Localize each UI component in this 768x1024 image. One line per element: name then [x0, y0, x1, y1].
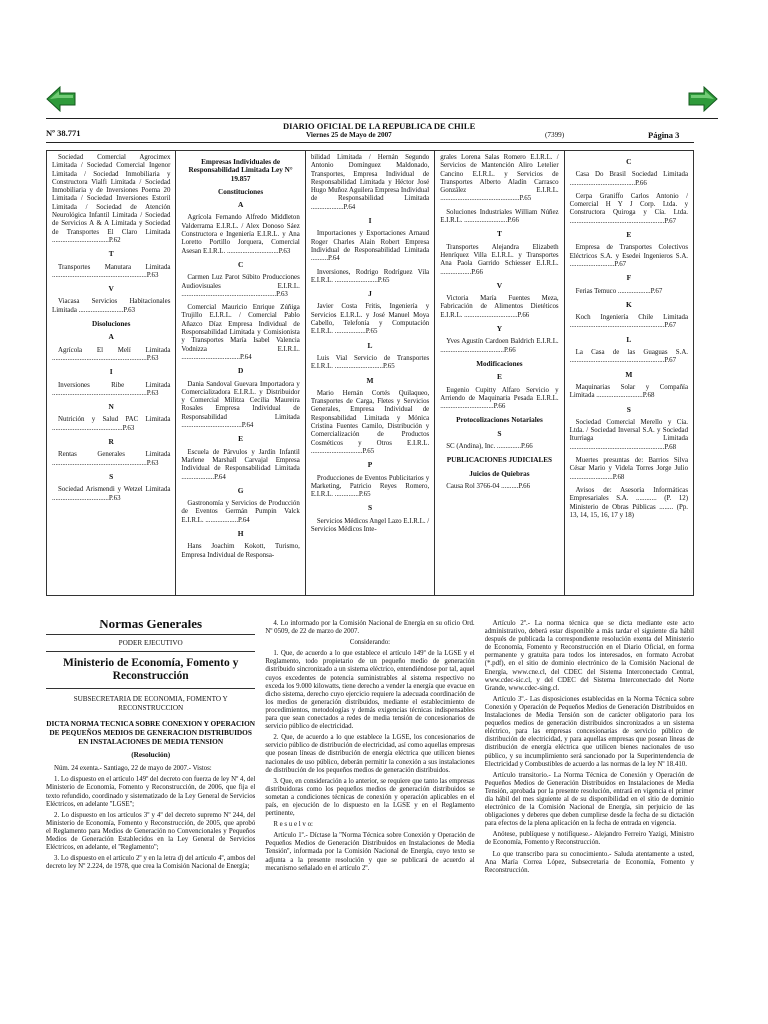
- index-entry: Hans Joachim Kokott, Turismo, Empresa Individual de Responsa-: [181, 543, 300, 559]
- index-letter: M: [625, 369, 633, 379]
- index-letter: I: [109, 367, 113, 377]
- index-entry: Koch Ingeniería Chile Limitada .......................................................P.67: [569, 314, 689, 330]
- paragraph: Artículo 1º.- Díctase la ''Norma Técnica sobre Conexión y Operación de Pequeños Medios de Generación Distribuidos en Instalaciones de Media Tensión'', informada por la Comisión Nacional de Energía, cuyo texto se adjunta a la presente resolución y que se publicará de acuerdo al mecanismo señalado en el artículo 2º.: [265, 832, 475, 872]
- index-column-1: [47, 151, 176, 595]
- index-entry: Empresa de Transportes Colectivos Eléctricos S.A. y Esedei Ingenieros S.A. ..........................P.67: [569, 244, 689, 268]
- index-entry: Avisos de: Asesoría Informáticas Empresariales S.A. ............ (P. 12) Ministerio de Obras Públicas ........ (Pp. 13, 14, 15, 16, 17 y 18): [569, 486, 689, 519]
- index-entry: Mario Hernán Cortés Quilaqueo, Transportes de Carga, Fletes y Servicios Generales, Empresa Individual de Responsabilidad Limitada y Mónica Cristina Fuentes Camilo, Distribución y Comercialización de Productos Cosméticos y Otros E.I.R.L. ..............................P.65: [310, 389, 430, 455]
- index-letter: R: [108, 437, 114, 447]
- index-entry: Sociedad Arismendi y Wetzel Limitada .................................P.63: [52, 486, 171, 502]
- subsecretaria-title: SUBSECRETARIA DE ECONOMIA, FOMENTO Y RECONSTRUCCION: [73, 695, 228, 713]
- index-column-4: [435, 151, 564, 595]
- branch-label: PODER EJECUTIVO: [118, 639, 183, 648]
- index-column-5: [565, 151, 693, 595]
- prev-page-button[interactable]: [46, 86, 76, 112]
- index-table: [46, 150, 694, 596]
- index-letter: L: [367, 340, 373, 350]
- paragraph: 1. Lo dispuesto en el artículo 149º del decreto con fuerza de ley Nº 4, del Ministerio de Economía, Fomento y Reconstrucción, de 2006, que fija el texto refundido, coordinado y sistematizado de la Ley General de Servicios Eléctricos, en adelante ''LGSE'';: [46, 776, 256, 808]
- issue-date: Viernes 25 de Mayo de 2007: [306, 131, 392, 139]
- paragraph: R e s u e l v o:: [273, 821, 313, 829]
- index-entry: Rentas Generales Limitada .......................................................P.63: [52, 451, 171, 467]
- paragraph: 3. Que, en consideración a lo anterior, se requiere que tanto las empresas distribuidoras como los pequeños medios de generación distribuidos se sometan a condiciones técnicas de conexión y operación aplicables en el país, en ejecución de lo dispuesto en la LGSE y en el Reglamento pertinente,: [265, 777, 475, 818]
- issue-number: Nº 38.771: [46, 128, 81, 138]
- index-letter: S: [497, 428, 502, 438]
- body-column-3: [485, 620, 694, 1010]
- index-entry: Maquinarias Solar y Compañía Limitada ...........................P.68: [569, 383, 689, 400]
- paragraph: 1. Que, de acuerdo a lo que establece el artículo 149º de la LGSE y el Reglamento, todo propietario de un pequeño medio de generación distribuido sincronizado a un sistema eléctrico, entendiéndose por tal, aquel cuyos excedentes de potencia suministrables al sistema respectivo no exceda los 9.000 kilowatts, tiene derecho a vender la energía que evacue en dicho sistema, derecho cuyo ejercicio requiere la adecuada coordinación de los medios de generación distribuidos, mediante el establecimiento de procedimientos, metodologías y demás exigencias técnicas indispensables para que sean conectados a redes de media tensión de concesionarios de servicio público de electricidad.: [265, 650, 475, 731]
- index-entry: SC (Andina), Inc. ..............P.66: [446, 443, 533, 451]
- index-entry: Comercial Mauricio Enrique Zúñiga Trujillo E.I.R.L. / Comercial Pablo Añazco Díaz Empresa Individual de Responsabilidad Limitada y Comisionista y Transportes María Isabel Valencia Vodnizza E.I.R.L. ..................................P.64: [181, 304, 300, 361]
- index-entry: Inversiones Ribe Limitada .......................................................P.63: [52, 381, 171, 397]
- index-letter: A: [237, 200, 244, 210]
- index-column-3: [306, 151, 435, 595]
- section-title: Normas Generales: [99, 620, 203, 631]
- index-letter: A: [108, 332, 114, 342]
- index-entry: Javier Costa Fritis, Ingeniería y Servicios E.I.R.L. y José Manuel Moya Cabello, Telefonía y Computación E.I.R.L. ..................P.65: [310, 303, 430, 336]
- paragraph: 3. Lo dispuesto en el artículo 2º y en la letra d) del artículo 4º, ambos del decreto ley Nº 2.224, de 1978, que crea la Comisión Nacional de Energía;: [46, 855, 256, 871]
- index-letter: V: [108, 284, 114, 294]
- index-entry: bilidad Limitada / Hernán Segundo Antonio Domínguez Maldonado, Transportes, Empresa Individual de Responsabilidad Limitada y Héctor José Hugo Muñoz Aguilera Empresa Individual de Responsabilidad Limitada ...................P.64: [310, 154, 430, 211]
- index-letter: I: [368, 216, 372, 226]
- index-entry: Viacasa Servicios Habitacionales Limitada ..........................P.63: [52, 298, 171, 314]
- header-rule-bottom: [46, 142, 694, 143]
- index-letter: S: [109, 471, 114, 481]
- index-letter: K: [625, 299, 632, 309]
- index-letter: D: [237, 366, 244, 376]
- index-entry: Agrícola Fernando Alfredo Middleton Valderrama E.I.R.L. / Alex Donoso Sáez Constructora e Ingeniería E.I.R.L. y Ana Loretto Portillo Jorquera, Comercial Asesan E.I.R.L. ..............................P.63: [181, 214, 300, 255]
- index-letter: G: [237, 485, 244, 495]
- index-entry: Agrícola El Melí Limitada .......................................................P.63: [52, 346, 171, 362]
- index-entry: Soluciones Industriales William Núñez E.I.R.L. .........................P.66: [440, 208, 559, 225]
- paragraph: 2. Que, de acuerdo a lo que establece la LGSE, los concesionarios de servicio público de distribución de electricidad, así como aquellas empresas que posean líneas de distribución de energía eléctrica que utilicen bienes nacionales de uso público, deberán permitir la conexión a sus instalaciones de distribución de los pequeños medios de generación distribuidos.: [265, 734, 475, 774]
- right-arrow-icon: [688, 86, 718, 112]
- index-entry: Carmen Luz Parot Súbito Producciones Audiovisuales E.I.R.L. .......................................................P.63: [181, 274, 300, 298]
- left-arrow-icon: [46, 86, 76, 112]
- index-heading: Protocolizaciones Notariales: [456, 416, 543, 425]
- index-entry: Eugenio Cupitty Alfaro Servicio y Arriendo de Maquinaria Pesada E.I.R.L. ...............................P.66: [440, 386, 559, 411]
- index-entry: Causa Rol 3766-04 ..........P.66: [446, 482, 531, 490]
- divider: [46, 688, 255, 689]
- paragraph: Núm. 24 exenta.- Santiago, 22 de mayo de 2007.- Vistos:: [54, 765, 212, 773]
- index-heading: Constituciones: [218, 187, 264, 196]
- index-entry: Dania Sandoval Guevara Importadora y Comercializadora E.I.R.L. y Distribuidor y Comercial Militza Cecilia Maureira Rosales Empresa Individual de Responsabilidad Limitada ...................................P.64: [181, 380, 300, 430]
- index-letter: Y: [496, 324, 503, 334]
- index-entry: La Casa de las Guaguas S.A. .......................................................P.67: [569, 349, 689, 365]
- resolution-title: DICTA NORMA TECNICA SOBRE CONEXION Y OPERACION DE PEQUEÑOS MEDIOS DE GENERACION DISTRIBUIDOS EN INSTALACIONES DE MEDIA TENSION: [46, 719, 256, 747]
- index-letter: M: [366, 375, 374, 385]
- paragraph: Artículo transitorio.- La Norma Técnica de Conexión y Operación de Pequeños Medios de Generación Distribuidos en Instalaciones de Media Tensión, aprobada por la presente resolución, entrará en vigencia el primer día hábil del mes siguiente al de su disponibilidad en el sitio de dominio electrónico de la Comisión Nacional de Energía, sin perjuicio de las obligaciones y deberes que deben cumplirse desde la fecha de su dictación para efectos de la plena aplicación en la fecha de entrada en vigencia.: [484, 771, 694, 828]
- body-column-2: [265, 620, 474, 1010]
- index-entry: Importaciones y Exportaciones Arnaud Roger Charles Alain Robert Empresa Individual de Responsabilidad Limitada ..........P.64: [310, 230, 430, 263]
- page-number: Página 3: [648, 130, 680, 140]
- divider: [46, 634, 255, 635]
- index-entry: Servicios Médicos Angel Lazo E.I.R.L. / Servicios Médicos Inte-: [310, 517, 430, 533]
- index-entry: Sociedad Comercial Merello y Cía. Ltda. / Sociedad Inversal S.A. y Sociedad Iturriaga Limitada .......................................................P.68: [569, 418, 689, 451]
- next-page-button[interactable]: [688, 86, 718, 112]
- index-entry: Sociedad Comercial Agrocimex Limitada / Sociedad Comercial Ingenor Limitada / Sociedad Inmobiliaria y Constructora Vialfi Limitada / Sociedad Inmobiliaria y de Inversiones Poema 20 Limitada / Sociedad Inversiones Estoril Limitada / Sociedad de Atención Neurológica Infantil Limitada / Sociedad de Servicios A & A Limitada y Sociedad de Transportes El Claro Limitada .................................P.62: [52, 154, 171, 244]
- index-entry: Gastronomía y Servicios de Producción de Eventos Germán Pumpin Valck E.I.R.L. ...................P.64: [181, 500, 300, 524]
- index-heading: Disoluciones: [92, 320, 131, 329]
- paragraph: 4. Lo informado por la Comisión Nacional de Energía en su oficio Ord. Nº 0509, de 22 de marzo de 2007.: [265, 620, 475, 636]
- index-entry: Ferias Temuco ...................P.67: [575, 287, 663, 295]
- index-heading: PUBLICACIONES JUDICIALES: [446, 456, 553, 465]
- index-entry: Transportes Manutara Limitada .......................................................P.63: [52, 263, 171, 279]
- index-letter: F: [626, 273, 632, 283]
- index-letter: C: [237, 259, 244, 269]
- issue-code: (7399): [545, 131, 565, 139]
- index-entry: Victoria María Fuentes Meza, Fabricación de Alimentos Dietéticos E.I.R.L. ...............................P.66: [440, 295, 559, 319]
- index-letter: J: [368, 289, 372, 299]
- index-letter: H: [237, 528, 244, 538]
- divider: [46, 651, 255, 652]
- index-entry: Escuela de Párvulos y Jardín Infantil Marlene Marshall Carvajal Empresa Individual de Responsabilidad Limitada ...................P.64: [181, 448, 300, 481]
- index-entry: Luis Vial Servicio de Transportes E.I.R.L. ............................P.65: [310, 354, 430, 371]
- index-letter: S: [626, 404, 631, 414]
- paragraph: 2. Lo dispuesto en los artículos 3º y 4º del decreto supremo Nº 244, del Ministerio de Economía, Fomento y Reconstrucción, de 2005, que aprobó el Reglamento para Medios de Generación no Convencionales y Pequeños Medios de Generación Establecidos en la Ley General de Servicios Eléctricos, en adelante, el ''Reglamento'';: [46, 811, 256, 852]
- body-column-1: [46, 620, 255, 1010]
- index-entry: Transportes Alejandra Elizabeth Henríquez Villa E.I.R.L. y Transportes Ana Paola Garrido Schiesser E.I.R.L. ..................P.66: [440, 243, 559, 276]
- header-rule-top: [46, 118, 718, 119]
- paragraph: Lo que transcribo para su conocimiento.- Saluda atentamente a usted, Ana María Correa López, Subsecretaria de Economía, Fomento y Reconstrucción.: [484, 850, 694, 874]
- index-entry: Muertes presuntas de: Barrios Silva César Mario y Videla Torres Jorge Julio .........................P.68: [569, 457, 689, 481]
- index-letter: C: [626, 157, 632, 166]
- index-heading: Juicios de Quiebras: [469, 469, 530, 478]
- index-letter: T: [496, 229, 502, 239]
- index-column-2: [176, 151, 305, 595]
- index-letter: E: [496, 372, 502, 382]
- index-entry: Casa Do Brasil Sociedad Limitada ......................................P.66: [569, 171, 689, 187]
- index-letter: P: [367, 460, 373, 470]
- index-heading: Empresas Individuales de Responsabilidad Limitada Ley N° 19.857: [188, 158, 293, 183]
- index-letter: T: [108, 249, 114, 259]
- index-letter: L: [626, 334, 632, 344]
- resolution-label: (Resolución): [131, 750, 171, 760]
- index-entry: Yves Agustín Cardoen Baldrich E.I.R.L. .....................................P.66: [440, 338, 559, 354]
- index-letter: E: [626, 230, 632, 240]
- index-letter: E: [238, 434, 244, 444]
- index-entry: Producciones de Eventos Publicitarios y Marketing, Patricio Reyes Romero, E.I.R.L. ..............P.65: [310, 474, 430, 499]
- index-heading: Modificaciones: [476, 359, 523, 368]
- index-entry: Inversiones, Rodrigo Rodríguez Vila E.I.R.L. .........................P.65: [310, 268, 430, 284]
- normas-section: [46, 620, 694, 1010]
- paragraph: Artículo 3º.- Las disposiciones establecidas en la Norma Técnica sobre Conexión y Operación de Pequeños Medios de Generación Distribuidos en Instalaciones de Media Tensión son de carácter obligatorio para los pequeños medios de generación distribuidos sincronizados a un sistema eléctrico, para las empresas concesionarias de servicio público de distribución de electricidad, y para aquellas empresas que posean líneas de distribución de energía eléctrica que utilicen bienes nacionales de uso público, y su incumplimiento será sancionado por la Superintendencia de Electricidad y Combustibles de acuerdo a las normas de la ley Nº 18.410.: [484, 695, 694, 768]
- index-letter: V: [496, 280, 503, 290]
- paragraph: Considerando:: [349, 639, 391, 647]
- index-entry: Cerpa Graniffo Carlos Antonio / Comercial H Y J Corp. Ltda. y Constructora Quiroga y Cía. Ltda. .......................................................P.67: [569, 192, 689, 225]
- ministry-title: Ministerio de Economía, Fomento y Reconstrucción: [62, 657, 239, 683]
- paragraph: Anótese, publíquese y notifíquese.- Alejandro Ferreiro Yazigi, Ministro de Economía, Fomento y Reconstrucción.: [484, 831, 694, 847]
- newspaper-title: DIARIO OFICIAL DE LA REPUBLICA DE CHILE: [283, 121, 476, 131]
- paragraph: Artículo 2º.- La norma técnica que se dicta mediante este acto administrativo, deberá estar disponible a más tardar el siguiente día hábil después de publicada la correspondiente resolución exenta del Ministerio de Economía, Fomento y Reconstrucción en el Diario Oficial, en forma permanente y gratuita para todos los interesados, en formato Acrobat (*.pdf), en el sitio de dominio electrónico de la Comisión Nacional de Energía, www.cne.cl, del CDEC del Sistema Interconectado Central, www.cdec-sic.cl, y del CDEC del Sistema Interconectado del Norte Grande, www.cdec-sing.cl.: [484, 620, 694, 692]
- index-letter: N: [108, 402, 114, 412]
- index-entry: grales Lorena Salas Romero E.I.R.L. / Servicios de Mantención Aliro Letelier Cancino E.I.R.L. y Servicios de Transportes Alberto Aladín Carrasco González E.I.R.L. ..............................................P.65: [440, 154, 559, 203]
- index-letter: S: [367, 503, 373, 513]
- index-entry: Nutrición y Salud PAC Limitada .........................................P.63: [52, 416, 171, 432]
